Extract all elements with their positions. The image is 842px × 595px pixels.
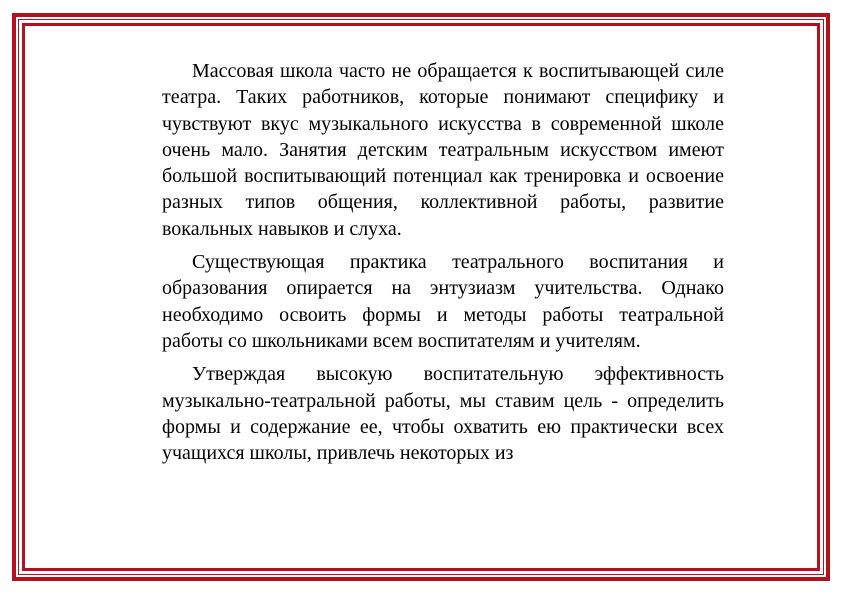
- paragraph-1: Массовая школа часто не обращается к воспитывающей силе театра. Таких работников, которые понимают специфику и чувствуют вкус музыкального искусства в современной школе очень мало. Занятия детским театральным искусством имеют большой воспитывающий потенциал как тренировка и освоение разных типов общения, коллективной работы, развитие вокальных навыков и слуха.: [162, 60, 724, 240]
- body-text: [162, 58, 724, 473]
- paragraph-3: Утверждая высокую воспитательную эффективность музыкально-театральной работы, мы ставим цель - определить формы и содержание ее, чтобы охватить ею практически всех учащихся школы, привлечь некоторых из: [162, 363, 724, 465]
- paragraph-2: Существующая практика театрального воспитания и образования опирается на энтузиазм учительства. Однако необходимо освоить формы и методы работы театральной работы со школьниками всем воспитателям и учителям.: [162, 251, 724, 352]
